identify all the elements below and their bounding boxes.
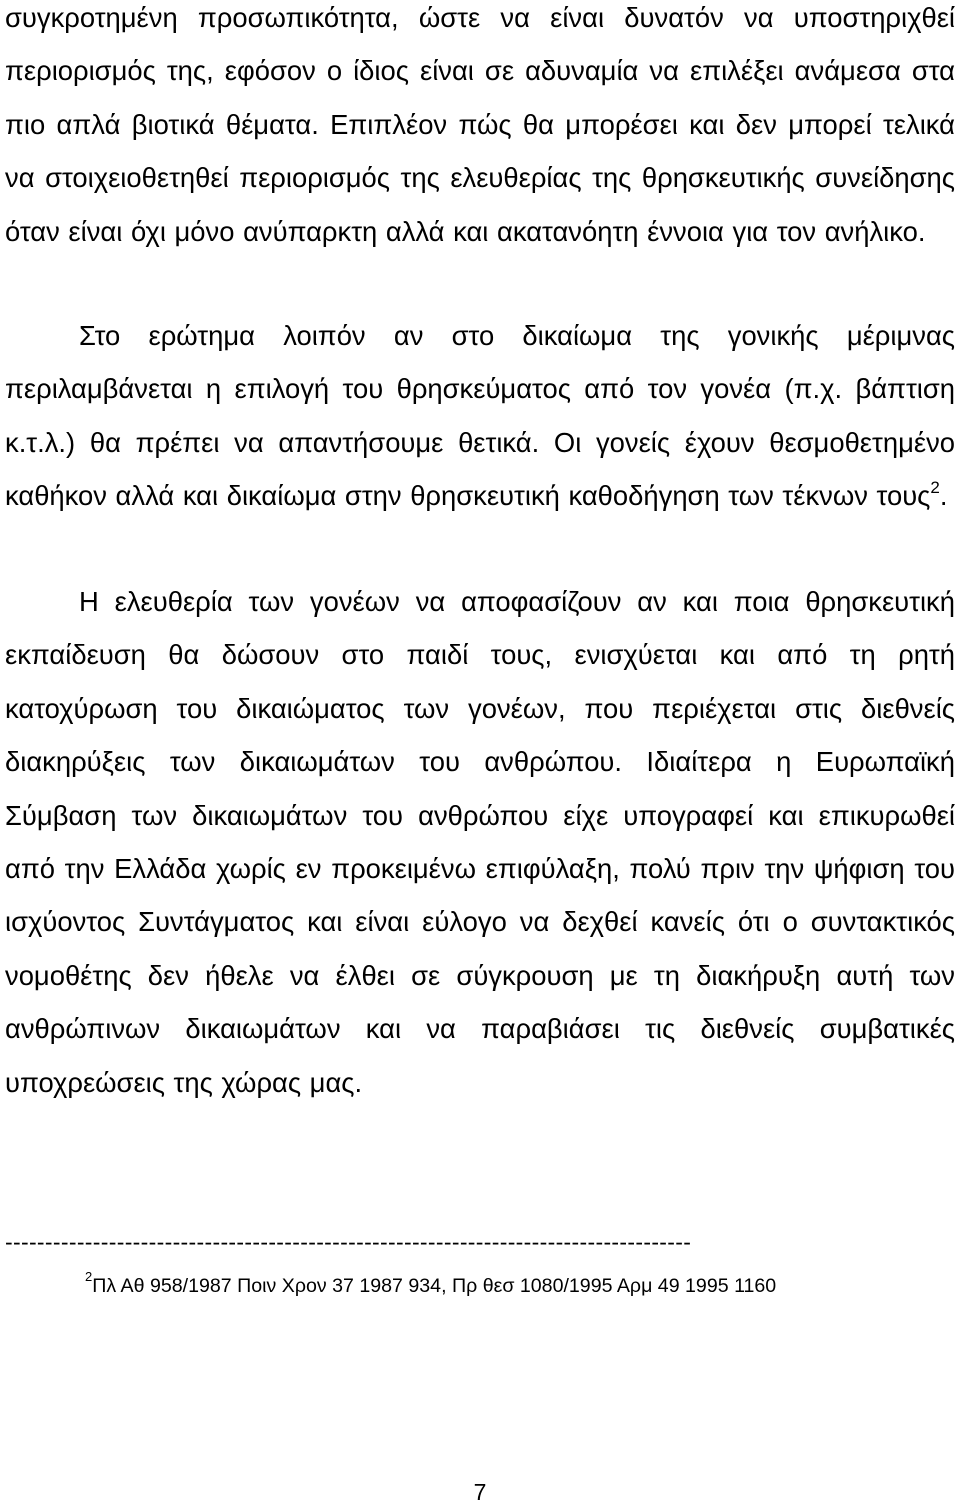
footnote-text: Πλ Αθ 958/1987 Ποιν Χρον 37 1987 934, Πρ θεσ 1080/1995 Αρμ 49 1995 1160 (92, 1275, 777, 1297)
page-number: 7 (473, 1479, 487, 1505)
footnote-number: 2 (85, 1269, 93, 1285)
footnote (85, 1269, 777, 1300)
footnote-reference[interactable]: 2 (930, 478, 940, 498)
paragraph-parental-care-text: Στο ερώτημα λοιπόν αν στο δικαίωμα της γονικής μέριμνας περιλαμβάνεται η επιλογή του θρησκεύματος από τον γονέα (π.χ. βάπτιση κ.τ.λ.) θα πρέπει να απαντήσουμε θετικά. Οι γονείς έχουν θεσμοθετημένο καθήκον αλλά και δικαίωμα στην θρησκευτική καθοδήγηση των τέκνων τους (5, 320, 955, 512)
paragraph-parental-care (5, 309, 955, 523)
paragraph-end-period: . (939, 480, 948, 512)
paragraph-parental-freedom: Η ελευθερία των γονέων να αποφασίζουν αν και ποια θρησκευτική εκπαίδευση θα δώσουν στο παιδί τους, ενισχύεται και από τη ρητή κατοχύρωση του δικαιώματος των γονέων, που περιέχεται στις διεθνείς διακηρύξεις των δικαιωμάτων του ανθρώπου. Ιδιαίτερα η Ευρωπαϊκή Σύμβαση των δικαιωμάτων του ανθρώπου είχε υπογραφεί και επικυρωθεί από την Ελλάδα χωρίς εν προκειμένω επιφύλαξη, πολύ πριν την ψήφιση του ισχύοντος Συντάγματος και είναι εύλογο να δεχθεί κανείς ότι ο συντακτικός νομοθέτης δεν ήθελε να έλθει σε σύγκρουση με τη διακήρυξη αυτή των ανθρώπινων δικαιωμάτων και να παραβιάσει τις διεθνείς συμβατικές υποχρεώσεις της χώρας μας. (5, 586, 955, 1098)
paragraph-continuation: συγκροτημένη προσωπικότητα, ώστε να είναι δυνατόν να υποστηριχθεί περιορισμός της, εφόσον ο ίδιος είναι σε αδυναμία να επιλέξει ανάμεσα στα πιο απλά βιοτικά θέματα. Επιπλέον πώς θα μπορέσει και δεν μπορεί τελικά να στοιχειοθετηθεί περιορισμός της ελευθερίας της θρησκευτικής συνείδησης όταν είναι όχι μόνο ανύπαρκτη αλλά και ακατανόητη έννοια για τον ανήλικο. (5, 2, 955, 247)
footnote-separator: -------------------------------------------------------------------------------------- (5, 1229, 692, 1255)
